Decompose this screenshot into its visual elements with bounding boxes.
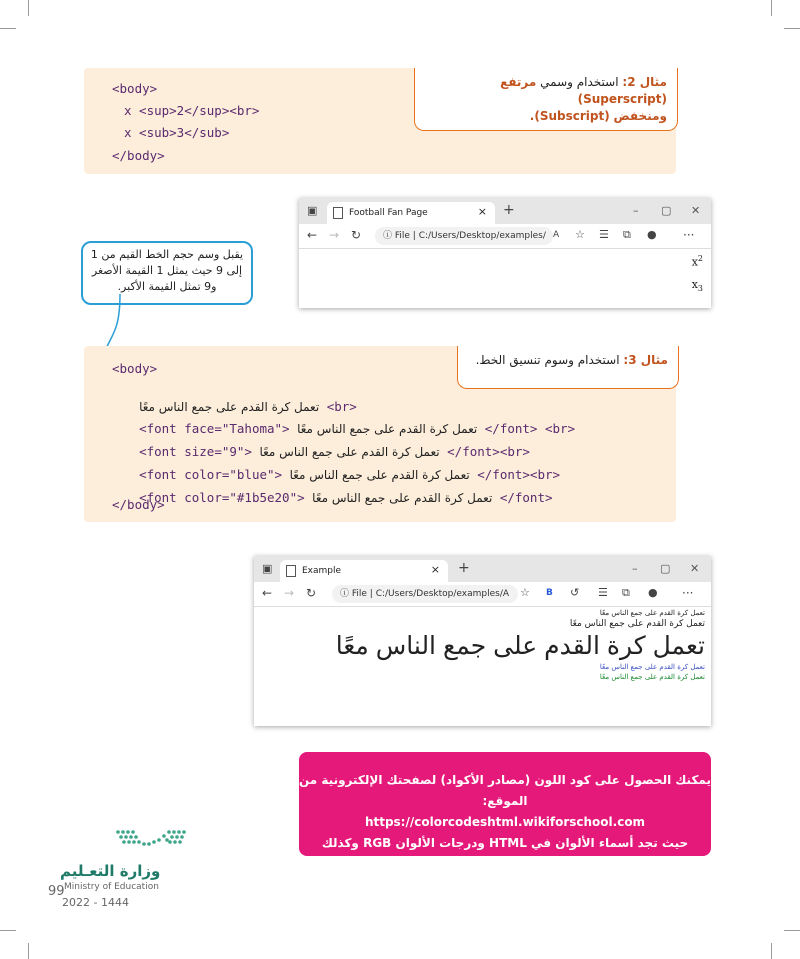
code-tag: <br> [326,399,357,414]
example-label: مثال 3: [623,353,668,367]
browser-window-example [254,556,711,726]
crop-mark [771,0,772,16]
code-tag: </font><br> [477,467,561,482]
address-bar[interactable] [375,227,553,245]
minimize-icon[interactable]: – [632,562,638,575]
crop-mark [28,943,29,959]
output-text: x [691,278,698,291]
address-row [254,582,711,607]
caption-emphasis: (Superscript) [577,92,667,106]
code-line: <body> [112,81,158,96]
year-label: 2022 - 1444 [62,896,129,909]
info-link[interactable]: https://colorcodeshtml.wikiforschool.com [364,815,646,829]
crop-mark [0,930,16,931]
example3-caption [457,346,679,389]
code-tag: <font color="#1b5e20"> [139,490,305,505]
arabic-text: تعمل كرة القدم على جمع الناس معًا [259,445,440,459]
example-label: مثال 2: [622,75,667,89]
profile-icon[interactable]: ● [647,228,657,241]
ministry-name-en: Ministry of Education [64,882,159,892]
more-menu-icon[interactable]: ··· [683,228,695,242]
close-tab-icon[interactable]: × [430,563,440,576]
read-aloud-icon[interactable]: A [553,230,560,240]
crop-mark [784,28,800,29]
output-sup: 2 [697,254,703,263]
favorite-icon[interactable]: ☆ [575,228,585,241]
crop-mark [784,930,800,931]
output-sub: 3 [697,284,703,294]
render-output-1 [692,254,703,269]
output-line-green: تعمل كرة القدم على جمع الناس معًا [599,673,705,681]
caption-text: استخدام وسمي [540,75,619,89]
collections-icon[interactable]: ⧉ [622,586,630,599]
code-tag: </font> <br> [484,421,576,436]
crop-mark [28,0,29,16]
caption-emphasis: مرتفع [500,75,537,89]
refresh-icon[interactable]: ↻ [351,228,362,242]
output-line-blue: تعمل كرة القدم على جمع الناس معًا [599,663,705,671]
more-menu-icon[interactable]: ··· [682,586,694,600]
ministry-name-ar: وزارة التعـليم [60,862,161,880]
extension-icon[interactable]: ↺ [570,586,580,599]
close-tab-icon[interactable]: × [477,205,487,218]
info-line: يمكنك الحصول على كود اللون (مصادر الأكواد) لصفحتك الإلكترونية من الموقع: [299,773,711,808]
render-output [336,608,705,682]
back-icon[interactable]: ← [307,228,318,242]
arabic-text: تعمل كرة القدم على جمع الناس معًا [312,491,493,505]
back-icon[interactable]: ← [262,586,273,600]
forward-icon[interactable]: → [329,228,340,242]
code-tag: </font><br> [447,444,530,459]
output-line-large: تعمل كرة القدم على جمع الناس معًا [335,632,705,660]
output-line-tahoma: تعمل كرة القدم على جمع الناس معًا [569,619,705,629]
code-tag: <font size="9"> [139,444,252,459]
page-number: 99 [48,884,65,899]
code-tag: </font> [499,490,553,505]
address-text: File | C:/Users/Desktop/examples/A [351,589,510,599]
minimize-icon[interactable]: – [633,204,639,217]
page-icon [286,565,296,577]
extension-icon[interactable]: B [546,588,553,598]
info-icon: ⓘ [340,589,352,599]
code-line: </body> [112,497,165,512]
ministry-logo [112,822,192,858]
caption-emphasis: ومنخفض [613,109,667,123]
profile-icon[interactable]: ● [648,586,658,599]
crop-mark [771,943,772,959]
arabic-text: تعمل كرة القدم على جمع الناس معًا [297,422,478,436]
favorites-list-icon[interactable]: ☰ [598,586,608,599]
maximize-icon[interactable]: ▢ [660,562,671,575]
code-tag: <font face="Tahoma"> [139,421,290,436]
browser-tab[interactable] [327,202,495,224]
example2-caption [414,68,678,131]
address-bar[interactable] [332,585,518,603]
render-output-2 [692,278,703,293]
collections-icon[interactable]: ⧉ [623,228,631,241]
code-tag: <font color="blue"> [139,467,283,482]
new-tab-icon[interactable]: + [458,560,470,576]
code-line: x <sup>2</sup><br> [124,103,260,118]
code-line: </body> [112,148,165,163]
page-icon [333,207,343,219]
crop-mark [0,28,16,29]
address-row [299,224,711,249]
tab-actions-icon[interactable]: ▣ [307,204,318,217]
arabic-text: تعمل كرة القدم على جمع الناس معًا [289,468,470,482]
tab-title: Example [302,566,342,576]
caption-emphasis: (Subscript). [529,109,610,123]
color-code-info-box [299,752,711,871]
tab-title: Football Fan Page [349,208,428,218]
favorites-list-icon[interactable]: ☰ [599,228,609,241]
info-line: حيث تجد أسماء الألوان في HTML ودرجات الألوان RGB وكذلك رموزها Hex. [321,836,689,871]
tab-bar [299,198,711,224]
code-line: <body> [112,361,158,376]
arabic-text: تعمل كرة القدم على جمع الناس معًا [139,400,320,414]
forward-icon[interactable]: → [284,586,295,600]
info-icon: ⓘ [383,231,395,241]
browser-window-football [299,198,711,308]
close-window-icon[interactable]: ✕ [691,204,701,217]
browser-tab[interactable] [280,560,448,582]
new-tab-icon[interactable]: + [503,202,515,218]
refresh-icon[interactable]: ↻ [306,586,317,600]
address-text: File | C:/Users/Desktop/examples/ [394,231,546,241]
output-text: x [691,255,698,269]
favorite-icon[interactable]: ☆ [520,586,530,599]
code-line [124,474,553,506]
note-text: يقبل وسم حجم الخط القيم من 1 إلى 9 حيث يمثل 1 القيمة الأصغر و9 تمثل القيمة الأكبر. [90,248,244,293]
maximize-icon[interactable]: ▢ [661,204,672,217]
tab-actions-icon[interactable]: ▣ [262,562,273,575]
output-line-default: تعمل كرة القدم على جمع الناس معًا [599,609,705,617]
caption-text: استخدام وسوم تنسيق الخط. [475,353,620,367]
tab-bar [254,556,711,582]
close-window-icon[interactable]: ✕ [690,562,700,575]
code-line: x <sub>3</sub> [124,125,230,140]
